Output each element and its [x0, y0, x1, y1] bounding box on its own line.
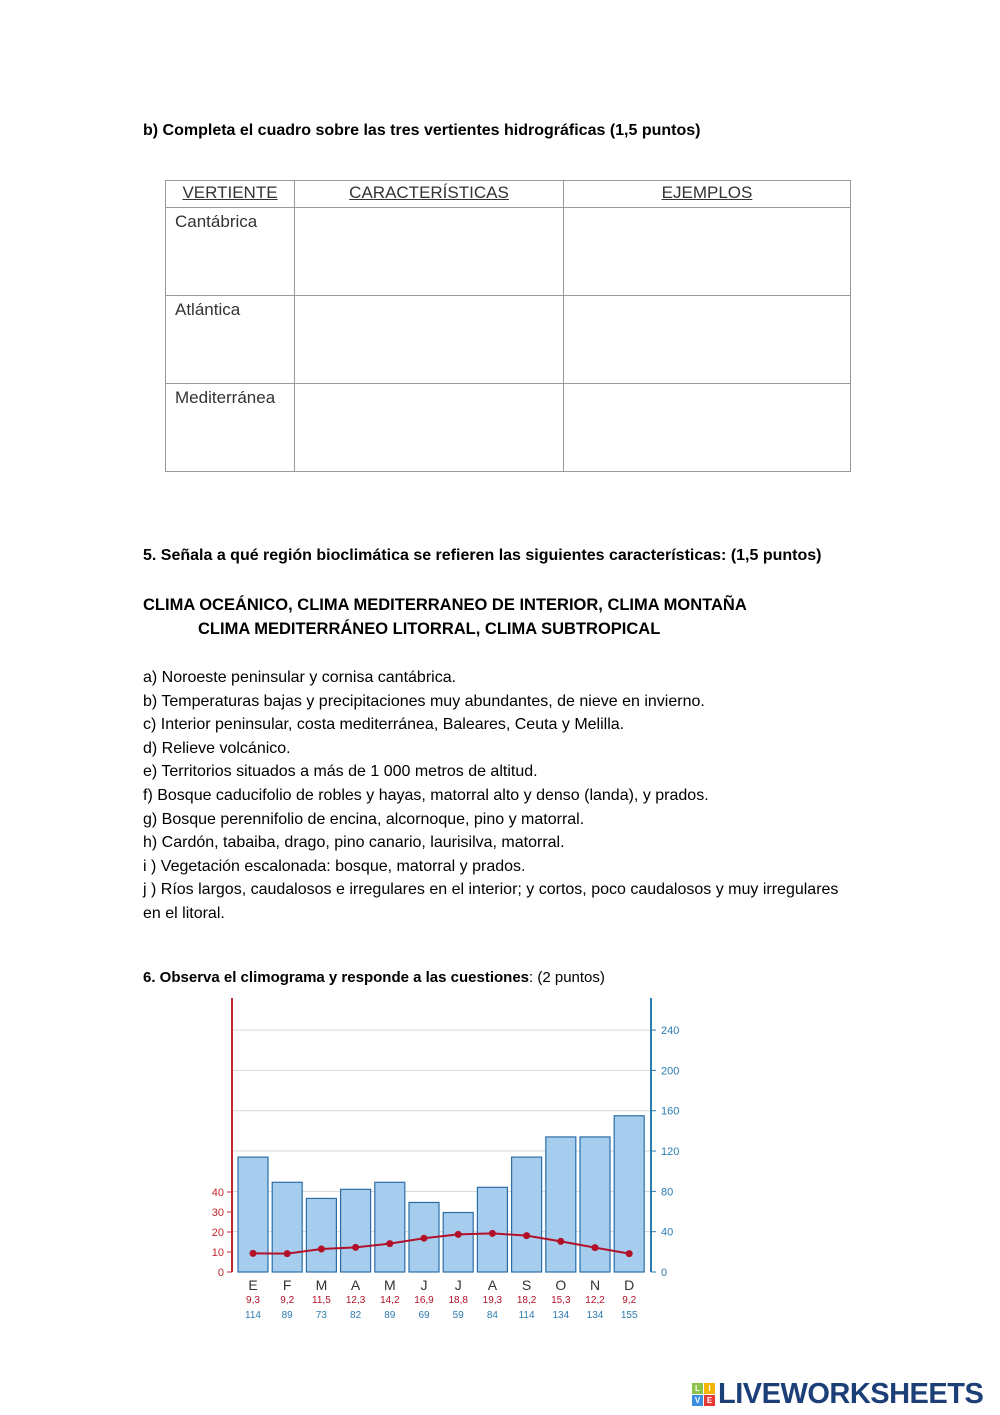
header-vertiente: VERTIENTE	[166, 181, 295, 208]
temperature-value: 19,3	[482, 1295, 503, 1306]
temperature-value: 9,2	[622, 1295, 637, 1306]
precipitation-bar	[375, 1182, 405, 1272]
right-tick-label: 0	[661, 1267, 668, 1279]
temperature-point	[626, 1250, 633, 1257]
list-item: j ) Ríos largos, caudalosos e irregulares en el interior; y cortos, poco caudalosos y muy irregulares en el litoral.	[143, 881, 839, 922]
header-caracteristicas: CARACTERÍSTICAS	[295, 181, 564, 208]
temperature-value: 14,2	[380, 1295, 400, 1306]
temperature-point	[386, 1240, 393, 1247]
month-label: F	[282, 1277, 292, 1293]
temperature-value: 16,9	[414, 1295, 434, 1306]
list-item: d) Relieve volcánico.	[143, 739, 291, 757]
month-label: D	[624, 1277, 635, 1293]
list-item: f) Bosque caducifolio de robles y hayas, matorral alto y denso (landa), y prados.	[143, 786, 709, 804]
answer-cell[interactable]	[564, 384, 851, 472]
row-label: Mediterránea	[166, 384, 295, 472]
row-label: Cantábrica	[166, 208, 295, 296]
header-ejemplos: EJEMPLOS	[564, 181, 851, 208]
month-label: J	[420, 1277, 428, 1293]
temperature-point	[557, 1238, 564, 1245]
q5-title: 5. Señala a qué región bioclimática se refieren las siguientes características: (1,5 puntos)	[143, 547, 822, 564]
climate-options-line2: CLIMA MEDITERRÁNEO LITORRAL, CLIMA SUBTROPICAL	[198, 620, 661, 638]
temperature-point	[421, 1235, 428, 1242]
temperature-value: 18,2	[516, 1295, 537, 1306]
month-label: N	[589, 1277, 601, 1293]
right-tick-label: 200	[661, 1065, 680, 1078]
left-tick-label: 10	[211, 1247, 224, 1259]
month-label: A	[487, 1277, 498, 1293]
month-label: S	[521, 1277, 532, 1293]
climate-options-line1: CLIMA OCEÁNICO, CLIMA MEDITERRANEO DE INTERIOR, CLIMA MONTAÑA	[143, 596, 747, 614]
answer-cell[interactable]	[295, 208, 564, 296]
precipitation-value: 59	[452, 1310, 464, 1321]
list-item: g) Bosque perennifolio de encina, alcornoque, pino y matorral.	[143, 810, 585, 828]
list-item: c) Interior peninsular, costa mediterránea, Baleares, Ceuta y Melilla.	[143, 716, 625, 734]
precipitation-value: 69	[418, 1310, 430, 1321]
precipitation-value: 89	[281, 1310, 293, 1321]
precipitation-value: 89	[384, 1310, 396, 1321]
precipitation-bar	[512, 1157, 542, 1272]
right-tick-label: 80	[661, 1186, 674, 1199]
temperature-point	[455, 1231, 462, 1238]
precipitation-value: 134	[552, 1310, 570, 1321]
temperature-point	[523, 1232, 530, 1239]
left-tick-label: 30	[211, 1207, 224, 1219]
temperature-point	[489, 1230, 496, 1237]
q6-title-points: : (2 puntos)	[529, 969, 605, 986]
answer-cell[interactable]	[564, 208, 851, 296]
precipitation-bar	[272, 1182, 302, 1272]
precipitation-bar	[546, 1137, 576, 1272]
temperature-value: 11,5	[312, 1295, 331, 1306]
q6-title	[143, 969, 605, 986]
answer-cell[interactable]	[564, 296, 851, 384]
precipitation-bar	[477, 1187, 507, 1272]
answer-cell[interactable]	[295, 296, 564, 384]
precipitation-bar	[580, 1137, 610, 1272]
left-tick-label: 20	[211, 1227, 224, 1239]
list-item: i ) Vegetación escalonada: bosque, matorral y prados.	[143, 857, 526, 875]
temperature-value: 12,3	[345, 1295, 366, 1306]
table-row	[166, 296, 851, 384]
list-item: a) Noroeste peninsular y cornisa cantábrica.	[143, 669, 457, 686]
logo-text: LIVEWORKSHEETS	[718, 1378, 984, 1410]
temperature-value: 15,3	[551, 1295, 571, 1306]
row-label: Atlántica	[166, 296, 295, 384]
left-tick-label: 0	[217, 1267, 224, 1279]
temperature-point	[284, 1250, 291, 1257]
month-label: E	[248, 1277, 258, 1293]
precipitation-bar	[614, 1116, 644, 1272]
right-tick-label: 240	[661, 1025, 680, 1038]
list-item: e) Territorios situados a más de 1 000 metros de altitud.	[143, 763, 538, 781]
precipitation-bar	[306, 1198, 336, 1272]
temperature-value: 18,8	[448, 1295, 468, 1306]
left-tick-label: 40	[211, 1187, 224, 1199]
precipitation-value: 134	[586, 1310, 604, 1321]
temperature-point	[250, 1250, 257, 1257]
precipitation-value: 82	[350, 1310, 362, 1321]
climograph-chart	[190, 995, 680, 1335]
answer-cell[interactable]	[295, 384, 564, 472]
q6-title-bold: 6. Observa el climograma y responde a las cuestiones	[143, 969, 530, 986]
list-item: h) Cardón, tabaiba, drago, pino canario, laurisilva, matorral.	[143, 834, 565, 852]
right-tick-label: 160	[661, 1105, 680, 1118]
temperature-value: 9,2	[280, 1295, 295, 1306]
vertientes-table	[165, 180, 851, 472]
precipitation-value: 84	[486, 1310, 498, 1321]
precipitation-value: 114	[518, 1310, 535, 1321]
temperature-point	[318, 1246, 325, 1253]
precipitation-bar	[443, 1213, 473, 1272]
right-tick-label: 120	[661, 1146, 680, 1159]
section-b-title: b) Completa el cuadro sobre las tres vertientes hidrográficas (1,5 puntos)	[143, 122, 701, 139]
temperature-point	[352, 1244, 359, 1251]
temperature-value: 12,2	[585, 1295, 605, 1306]
month-label: A	[350, 1277, 361, 1293]
list-item: b) Temperaturas bajas y precipitaciones muy abundantes, de nieve en invierno.	[143, 692, 705, 710]
table-row	[166, 208, 851, 296]
month-label: O	[555, 1277, 567, 1293]
month-label: M	[383, 1277, 396, 1293]
table-row	[166, 384, 851, 472]
precipitation-value: 114	[245, 1310, 261, 1321]
temperature-value: 9,3	[246, 1295, 260, 1306]
precipitation-value: 155	[620, 1310, 638, 1321]
q5-items	[143, 666, 843, 926]
right-tick-label: 40	[661, 1226, 674, 1239]
precipitation-value: 73	[315, 1310, 327, 1321]
month-label: M	[315, 1277, 328, 1293]
liveworksheets-logo: L I V E LIVEWORKSHEETS	[692, 1378, 983, 1411]
month-label: J	[454, 1277, 462, 1293]
temperature-point	[592, 1244, 599, 1251]
precipitation-bar	[341, 1189, 371, 1272]
